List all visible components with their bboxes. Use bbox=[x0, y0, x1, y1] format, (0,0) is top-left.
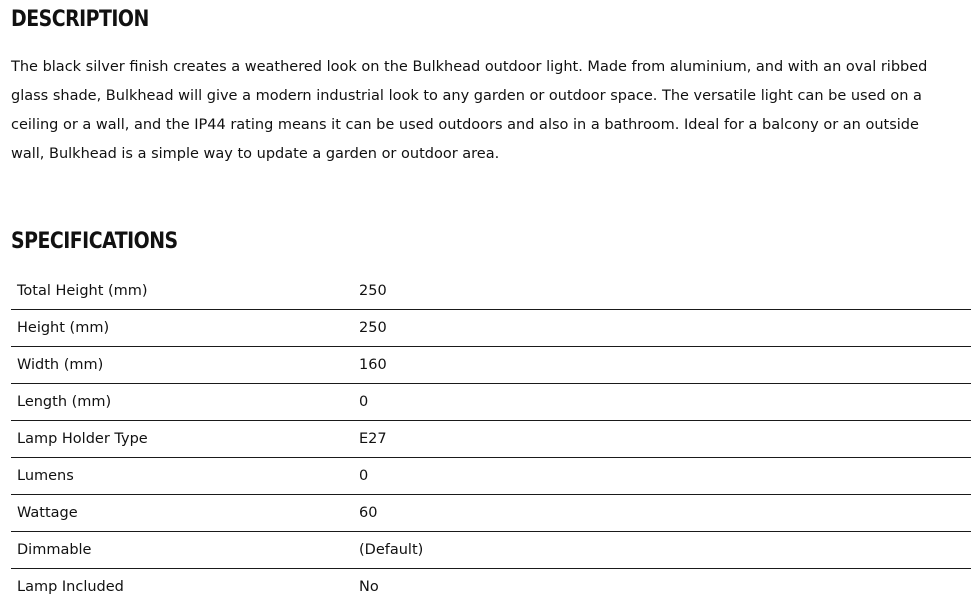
spec-value: 60 bbox=[353, 495, 971, 532]
spec-value: 250 bbox=[353, 310, 971, 347]
spec-value: (Default) bbox=[353, 532, 971, 569]
spec-label: Lumens bbox=[11, 458, 353, 495]
spec-label: Lamp Included bbox=[11, 569, 353, 605]
spec-label: Length (mm) bbox=[11, 384, 353, 421]
specifications-table bbox=[11, 273, 971, 605]
table-row bbox=[11, 310, 971, 347]
spec-value: 0 bbox=[353, 458, 971, 495]
table-row bbox=[11, 532, 971, 569]
spec-label: Lamp Holder Type bbox=[11, 421, 353, 458]
table-row bbox=[11, 273, 971, 310]
spec-value: 0 bbox=[353, 384, 971, 421]
spec-label: Dimmable bbox=[11, 532, 353, 569]
description-heading: DESCRIPTION bbox=[11, 7, 149, 32]
spec-label: Height (mm) bbox=[11, 310, 353, 347]
description-text: The black silver finish creates a weathered look on the Bulkhead outdoor light. Made from aluminium, and with an oval ribbed glass shade, Bulkhead will give a modern industrial look to any garden or outdoor space. The versatile light can be used on a ceiling or a wall, and the IP44 rating means it can be used outdoors and also in a bathroom. Ideal for a balcony or an outside wall, Bulkhead is a simple way to update a garden or outdoor area. bbox=[11, 59, 928, 162]
spec-value: E27 bbox=[353, 421, 971, 458]
spec-label: Total Height (mm) bbox=[17, 283, 148, 299]
table-row bbox=[11, 384, 971, 421]
spec-label: Width (mm) bbox=[11, 347, 353, 384]
spec-label: Wattage bbox=[11, 495, 353, 532]
spec-value: 160 bbox=[353, 347, 971, 384]
table-row bbox=[11, 458, 971, 495]
spec-value: No bbox=[353, 569, 971, 605]
specifications-heading: SPECIFICATIONS bbox=[11, 229, 178, 254]
table-row bbox=[11, 347, 971, 384]
spec-value: 250 bbox=[359, 283, 387, 299]
table-row bbox=[11, 421, 971, 458]
table-row bbox=[11, 569, 971, 605]
table-row bbox=[11, 495, 971, 532]
